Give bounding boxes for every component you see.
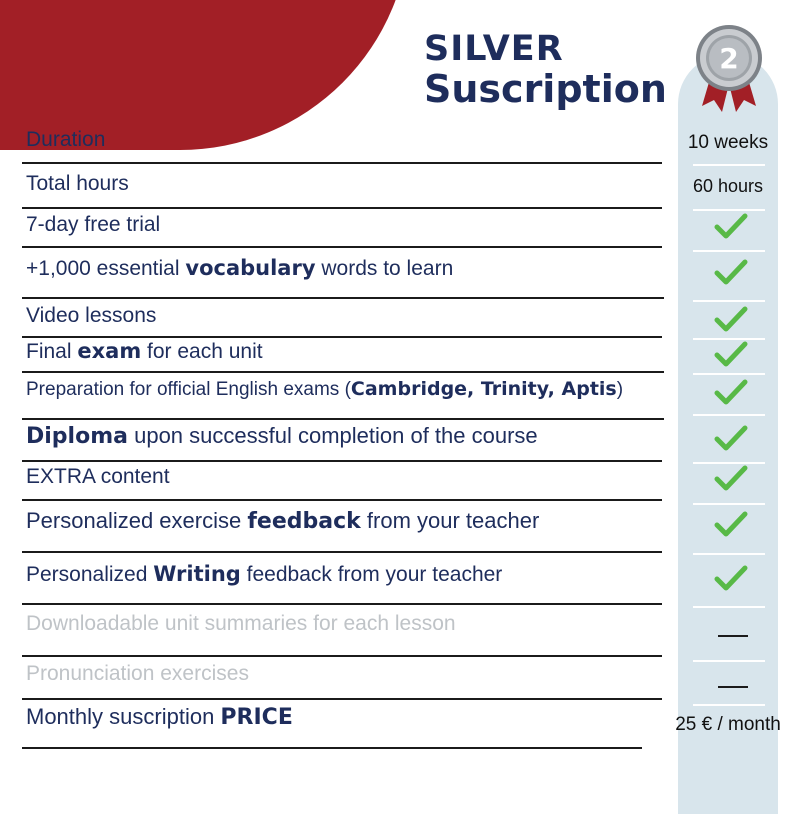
column-divider: [693, 704, 765, 706]
row-divider: [22, 371, 664, 373]
row-divider: [22, 418, 664, 420]
row-divider: [22, 499, 662, 501]
feature-label-emphasis: vocabulary: [185, 256, 316, 280]
column-divider: [693, 209, 765, 211]
feature-label: [26, 704, 293, 730]
checkmark-icon: [714, 464, 748, 492]
feature-label-text: Final: [26, 340, 78, 363]
feature-value: 10 weeks: [687, 132, 769, 153]
row-divider: [22, 698, 662, 700]
checkmark-icon: [714, 258, 748, 286]
feature-label-text: words to learn: [315, 257, 454, 280]
feature-label: [26, 128, 105, 152]
feature-label-text: Monthly suscription: [26, 704, 221, 729]
feature-label-text: Video lessons: [26, 304, 157, 327]
feature-value: 60 hours: [692, 176, 764, 196]
feature-label: [26, 662, 249, 686]
feature-label-text: EXTRA content: [26, 465, 170, 488]
plan-title: [424, 30, 667, 110]
feature-label: [26, 612, 456, 636]
feature-label-emphasis: Cambridge, Trinity, Aptis: [350, 378, 617, 400]
plan-title-line2: Suscription: [424, 66, 667, 111]
feature-label-emphasis: exam: [77, 339, 142, 363]
column-divider: [693, 660, 765, 662]
column-divider: [693, 606, 765, 608]
feature-label-text: Total hours: [26, 172, 129, 195]
feature-label-emphasis: Diploma: [26, 424, 128, 449]
feature-label: [26, 508, 539, 534]
column-divider: [693, 250, 765, 252]
feature-label: [26, 465, 170, 489]
feature-label-text: Pronunciation exercises: [26, 662, 249, 685]
silver-medal-icon: [694, 22, 764, 114]
feature-label: [26, 172, 129, 196]
feature-label: [26, 256, 453, 281]
row-divider: [22, 246, 662, 248]
checkmark-icon: [714, 378, 748, 406]
row-divider: [22, 336, 662, 338]
checkmark-icon: [714, 305, 748, 333]
feature-label-text: from your teacher: [360, 508, 540, 533]
feature-label-text: Personalized: [26, 563, 154, 586]
row-divider: [22, 162, 662, 164]
row-divider: [22, 207, 662, 209]
feature-label-text: ): [616, 379, 624, 400]
row-divider: [22, 603, 662, 605]
feature-label: [26, 339, 263, 364]
feature-label: [26, 213, 160, 237]
row-divider: [22, 460, 662, 462]
column-divider: [693, 300, 765, 302]
feature-label-text: Preparation for official English exams (: [26, 379, 351, 400]
feature-value: 25 € / month: [675, 714, 781, 735]
column-divider: [693, 414, 765, 416]
feature-label-text: for each unit: [141, 340, 263, 363]
column-divider: [693, 503, 765, 505]
checkmark-icon: [714, 212, 748, 240]
feature-label-text: Duration: [26, 128, 106, 151]
column-divider: [693, 553, 765, 555]
not-included-dash: [718, 686, 748, 688]
row-divider: [22, 747, 642, 749]
feature-label-text: 7-day free trial: [26, 213, 161, 236]
row-divider: [22, 655, 662, 657]
medal-number: 2: [719, 42, 739, 75]
feature-label: [26, 378, 623, 401]
row-divider: [22, 551, 662, 553]
column-divider: [693, 164, 765, 166]
feature-label-text: upon successful completion of the course: [127, 423, 538, 448]
feature-label-text: Personalized exercise: [26, 508, 248, 533]
not-included-dash: [718, 635, 748, 637]
plan-title-line1: SILVER: [424, 29, 564, 69]
row-divider: [22, 297, 664, 299]
checkmark-icon: [714, 564, 748, 592]
feature-label: [26, 304, 156, 328]
feature-label: [26, 423, 538, 449]
checkmark-icon: [714, 340, 748, 368]
feature-label-text: feedback from your teacher: [240, 563, 503, 586]
feature-label-text: Downloadable unit summaries for each lesson: [26, 612, 456, 635]
feature-label-text: +1,000 essential: [26, 257, 186, 280]
feature-label-emphasis: PRICE: [220, 705, 293, 730]
checkmark-icon: [714, 510, 748, 538]
feature-label-emphasis: Writing: [153, 562, 241, 586]
feature-label-emphasis: feedback: [247, 509, 361, 534]
feature-label: [26, 562, 502, 587]
checkmark-icon: [714, 424, 748, 452]
column-divider: [693, 373, 765, 375]
